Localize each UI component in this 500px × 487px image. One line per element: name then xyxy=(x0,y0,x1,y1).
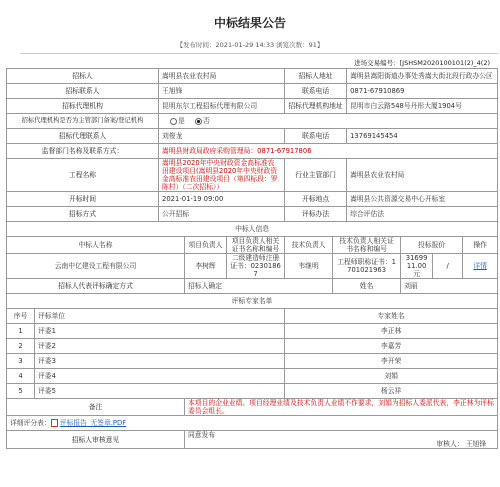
committee-no: 2 xyxy=(7,339,35,354)
open-time-label: 开标时间 xyxy=(7,192,159,207)
trade-number: 进场交易编号：[JSHSM2020100101(2)_4(2) xyxy=(354,59,490,67)
bidder-price: 3169911.00元 xyxy=(401,254,433,279)
attachment-cell xyxy=(7,416,498,431)
agency-phone-value: 13769145454 xyxy=(347,129,498,144)
committee-unit: 评委1 xyxy=(35,324,285,339)
committee-expert: 杨云祥 xyxy=(285,384,498,399)
bidder-header-pm-cert: 项目负责人相关证书名称和编号 xyxy=(227,237,285,254)
bidder-detail-link[interactable]: 详情 xyxy=(473,262,487,270)
bidder-header-name: 中标人名称 xyxy=(7,237,185,254)
reps-label: 招标人代表评标确定方式 xyxy=(7,279,185,294)
tenderer-label: 招标人 xyxy=(7,69,159,84)
committee-expert: 李正林 xyxy=(285,324,498,339)
reviewer-name: 王旭锋 xyxy=(465,440,487,448)
row-reps xyxy=(7,279,498,294)
committee-header-name: 专家姓名 xyxy=(285,309,498,324)
agency-value: 昆明东尔工程招标代理有限公司 xyxy=(159,99,285,114)
bidder-slash: / xyxy=(433,254,463,279)
method-value: 公开招标 xyxy=(159,207,285,222)
agency-filed-label: 招标代理机构是否为主管部门备案/登记机构 xyxy=(7,114,159,129)
remark-label: 备注 xyxy=(7,399,185,416)
open-place-label: 开标地点 xyxy=(285,192,347,207)
industry-value: 嵩明县农业农村局 xyxy=(347,159,498,192)
bidder-section-title: 中标人信息 xyxy=(7,222,498,237)
row-tenderer xyxy=(7,69,498,84)
committee-unit: 评委5 xyxy=(35,384,285,399)
remark-value: 本项目的企业业绩、项目经理业绩及技术负责人业绩不作要求，刘娟为招标人委派代表，李正林为评标委员会组长。 xyxy=(185,399,498,416)
tenderer-addr-value: 嵩明县嵩阳街道办事处秀嵩大街北段行政办公区 xyxy=(347,69,498,84)
tenderer-value: 嵩明县农业农村局 xyxy=(159,69,285,84)
row-supervisor xyxy=(7,144,498,159)
row-attachment xyxy=(7,416,498,431)
bidder-header-tech: 技术负责人 xyxy=(285,237,333,254)
row-open-time xyxy=(7,192,498,207)
opinion-label: 招标人审核意见 xyxy=(7,431,185,449)
bidder-header-tech-cert: 技术负责人相关证书名称和编号 xyxy=(333,237,401,254)
agency-addr-value: 昆明市白云路548号丹彤大厦1904号 xyxy=(347,99,498,114)
committee-header-unit: 评标单位 xyxy=(35,309,285,324)
committee-no: 1 xyxy=(7,324,35,339)
row-agency xyxy=(7,99,498,114)
eval-label: 评标办法 xyxy=(285,207,347,222)
meta-divider xyxy=(20,53,498,54)
eval-value: 综合评估法 xyxy=(347,207,498,222)
row-agency-contact xyxy=(7,129,498,144)
bidder-header-price: 投标报价 xyxy=(401,237,463,254)
row-project xyxy=(7,159,498,192)
agency-contact-label: 招标代理联系人 xyxy=(7,129,159,144)
reps-name-value: 刘丽 xyxy=(401,279,498,294)
tenderer-addr-label: 招标人地址 xyxy=(285,69,347,84)
table-row xyxy=(7,384,498,399)
attachment-label: 详细评分表： xyxy=(10,419,51,427)
method-label: 招标方式 xyxy=(7,207,159,222)
radio-yes-icon[interactable] xyxy=(170,118,177,125)
row-committee-headers xyxy=(7,309,498,324)
table-row xyxy=(7,369,498,384)
committee-section-title: 评标专家名单 xyxy=(7,294,498,309)
committee-unit: 评委3 xyxy=(35,354,285,369)
committee-expert: 刘娟 xyxy=(285,369,498,384)
tenderer-phone-value: 0871-67910869 xyxy=(347,84,498,99)
reps-value: 招标人确定 xyxy=(185,279,333,294)
supervisor-label: 监督部门名称及联系方式： xyxy=(7,144,159,159)
bidder-detail-cell xyxy=(463,254,498,279)
project-value: 嵩明县2020年中央财政资金高标准农田建设项目(嵩明县2020年中央财政资金高标准农田建设项目（第四标段：罗陈村）（二次招标）） xyxy=(159,159,285,192)
reps-name-label: 姓名 xyxy=(333,279,401,294)
agency-filed-options xyxy=(159,114,498,129)
bidder-header-action: 操作 xyxy=(463,237,498,254)
page-title: 中标结果公告 xyxy=(213,16,286,30)
result-table xyxy=(6,68,498,449)
table-row xyxy=(7,324,498,339)
open-time-value: 2021-01-19 09:00 xyxy=(159,192,285,207)
supervisor-value: 嵩明县财政局政府采购管理局：0871-67917806 xyxy=(159,144,498,159)
agency-contact-value: 刘俊龙 xyxy=(159,129,285,144)
radio-yes-label: 是 xyxy=(178,117,185,125)
tenderer-contact-label: 招标联系人 xyxy=(7,84,159,99)
row-tenderer-contact xyxy=(7,84,498,99)
row-remark xyxy=(7,399,498,416)
table-row xyxy=(7,354,498,369)
row-bidder-section xyxy=(7,222,498,237)
open-place-value: 嵩明县公共资源交易中心开标室 xyxy=(347,192,498,207)
reviewer-label: 审核人： xyxy=(436,440,464,448)
bidder-name: 云南中亿建设工程有限公司 xyxy=(7,254,185,279)
radio-no-icon[interactable] xyxy=(195,118,202,125)
tenderer-contact-value: 王旭锋 xyxy=(159,84,285,99)
pdf-file-icon xyxy=(51,419,58,427)
committee-unit: 评委2 xyxy=(35,339,285,354)
bidder-pm: 李树辉 xyxy=(185,254,227,279)
attachment-link[interactable]: 评标报告_无签章.PDF xyxy=(59,419,127,427)
committee-unit: 评委4 xyxy=(35,369,285,384)
row-committee-section xyxy=(7,294,498,309)
committee-no: 5 xyxy=(7,384,35,399)
bidder-pm-cert: 二级建造师注册证书：02301867 xyxy=(227,254,285,279)
bidder-tech-cert: 工程师职称证书：1701021963 xyxy=(333,254,401,279)
row-method xyxy=(7,207,498,222)
committee-header-no: 序号 xyxy=(7,309,35,324)
committee-no: 4 xyxy=(7,369,35,384)
radio-no-label: 否 xyxy=(202,117,210,125)
opinion-value: 同意发布 xyxy=(188,431,216,439)
agency-addr-label: 招标代理机构地址 xyxy=(285,99,347,114)
table-row xyxy=(7,339,498,354)
committee-expert: 李嘉芳 xyxy=(285,339,498,354)
row-bidder xyxy=(7,254,498,279)
row-bidder-headers xyxy=(7,237,498,254)
row-agency-filed xyxy=(7,114,498,129)
reviewer xyxy=(436,440,486,448)
project-label: 工程名称 xyxy=(7,159,159,192)
agency-label: 招标代理机构 xyxy=(7,99,159,114)
agency-phone-label: 联系电话 xyxy=(285,129,347,144)
bidder-tech: 韦继明 xyxy=(285,254,333,279)
bidder-header-pm: 项目负责人 xyxy=(185,237,227,254)
opinion-cell xyxy=(185,431,498,449)
committee-no: 3 xyxy=(7,354,35,369)
committee-expert: 李开荣 xyxy=(285,354,498,369)
publish-meta: 【发布时间：2021-01-29 14:33 浏览次数：91】 xyxy=(176,41,324,49)
industry-label: 行业主管部门 xyxy=(285,159,347,192)
tenderer-phone-label: 联系电话 xyxy=(285,84,347,99)
row-opinion xyxy=(7,431,498,449)
